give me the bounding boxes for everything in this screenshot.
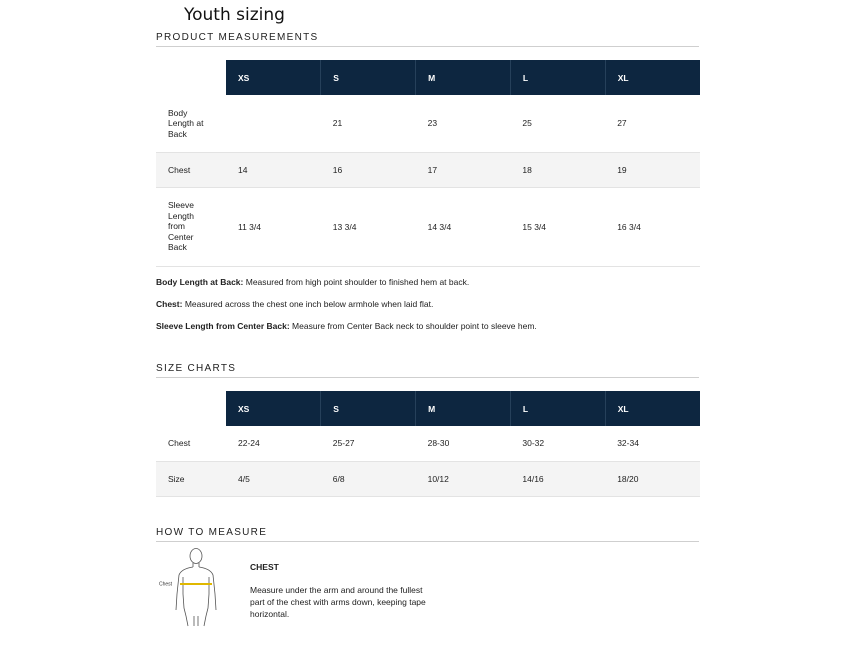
row-label: Body Length at Back: [156, 95, 226, 152]
table-cell: 10/12: [416, 461, 511, 496]
table-cell: 28-30: [416, 426, 511, 461]
definition-text: Measured across the chest one inch below armhole when laid flat.: [182, 299, 434, 309]
table-row: [156, 152, 700, 187]
table-cell: 18/20: [605, 461, 700, 496]
header-cell-blank: [156, 60, 226, 95]
page-title: Youth sizing: [184, 5, 285, 25]
table-cell: 27: [605, 95, 700, 152]
header-cell-l: L: [510, 60, 605, 95]
measure-title: CHEST: [250, 562, 279, 572]
header-cell-xs: XS: [226, 60, 321, 95]
table-cell: 23: [416, 95, 511, 152]
table-row: [156, 426, 700, 461]
definition-term: Sleeve Length from Center Back:: [156, 321, 290, 331]
table-cell: 14/16: [510, 461, 605, 496]
table-cell: 6/8: [321, 461, 416, 496]
table-row: [156, 187, 700, 266]
torso-figure-icon: [158, 544, 224, 630]
table-cell: 11 3/4: [226, 187, 321, 266]
definition-text: Measured from high point shoulder to finished hem at back.: [243, 277, 470, 287]
table-cell: 14: [226, 152, 321, 187]
table-cell: 30-32: [510, 426, 605, 461]
table-cell: 19: [605, 152, 700, 187]
section-heading-size-charts: SIZE CHARTS: [156, 363, 699, 378]
figure-label: Chest: [159, 581, 173, 588]
definition-text: Measure from Center Back neck to shoulder point to sleeve hem.: [289, 321, 537, 331]
table-header-row: [156, 60, 700, 95]
table-cell: [226, 95, 321, 152]
header-cell-xl: XL: [605, 60, 700, 95]
header-cell-s: S: [321, 391, 416, 426]
table-header-row: [156, 391, 700, 426]
header-cell-l: L: [510, 391, 605, 426]
header-cell-blank: [156, 391, 226, 426]
table-cell: 25: [510, 95, 605, 152]
measure-instructions: Measure under the arm and around the fullest part of the chest with arms down, keeping tape horizontal.: [250, 585, 426, 619]
table-cell: 18: [510, 152, 605, 187]
table-cell: 17: [416, 152, 511, 187]
definition-term: Chest:: [156, 299, 183, 309]
header-cell-m: M: [416, 391, 511, 426]
row-label: Chest: [156, 426, 226, 461]
definition-body-length: [156, 277, 469, 287]
definition-term: Body Length at Back:: [156, 277, 244, 287]
product-measurements-table: [156, 60, 700, 267]
definition-sleeve-length: [156, 321, 537, 331]
header-cell-s: S: [321, 60, 416, 95]
table-cell: 13 3/4: [321, 187, 416, 266]
size-chart-table: [156, 391, 700, 497]
header-cell-m: M: [416, 60, 511, 95]
definition-chest: [156, 299, 433, 309]
table-cell: 32-34: [605, 426, 700, 461]
table-cell: 25-27: [321, 426, 416, 461]
section-heading-how-to-measure: HOW TO MEASURE: [156, 527, 699, 542]
table-cell: 16 3/4: [605, 187, 700, 266]
row-label: Size: [156, 461, 226, 496]
table-cell: 15 3/4: [510, 187, 605, 266]
table-cell: 16: [321, 152, 416, 187]
row-label: Sleeve Length from Center Back: [156, 187, 226, 266]
table-cell: 21: [321, 95, 416, 152]
table-row: [156, 95, 700, 152]
table-row: [156, 461, 700, 496]
table-cell: 14 3/4: [416, 187, 511, 266]
row-label: Chest: [156, 152, 226, 187]
table-cell: 4/5: [226, 461, 321, 496]
table-cell: 22-24: [226, 426, 321, 461]
section-heading-product-measurements: PRODUCT MEASUREMENTS: [156, 32, 699, 47]
header-cell-xs: XS: [226, 391, 321, 426]
header-cell-xl: XL: [605, 391, 700, 426]
